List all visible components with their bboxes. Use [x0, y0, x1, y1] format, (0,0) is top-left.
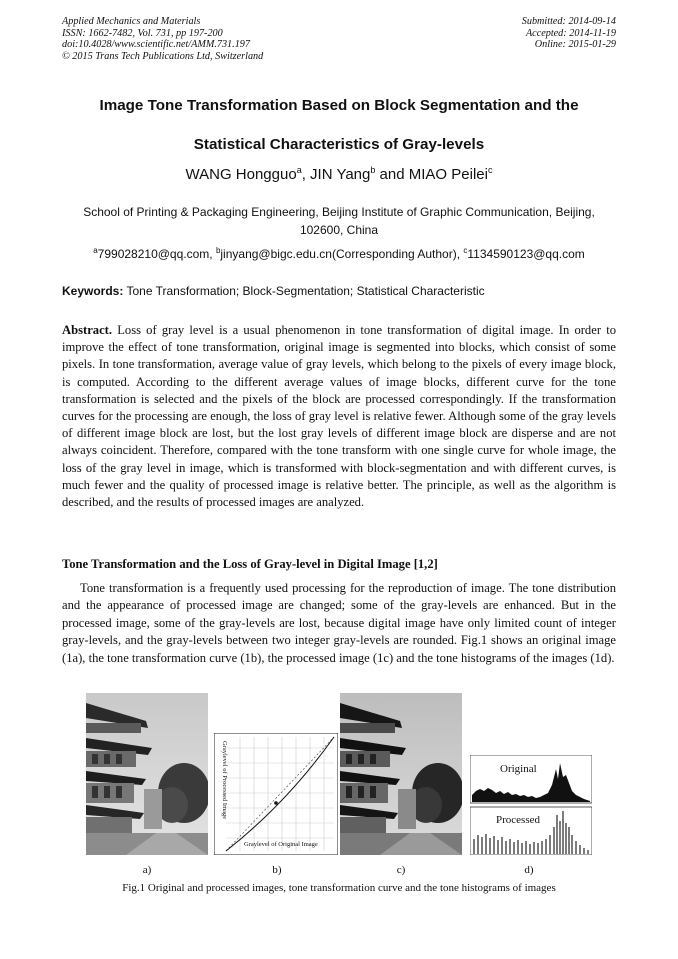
paper-title-line-1: Image Tone Transformation Based on Block Segmentation and the	[99, 97, 579, 114]
original-image	[86, 693, 208, 855]
email-link[interactable]: 799028210@qq.com,	[97, 247, 216, 261]
accepted-date: Accepted: 2014-11-19	[525, 27, 616, 39]
journal-name: Applied Mechanics and Materials	[62, 16, 201, 27]
section-heading: Tone Transformation and the Loss of Gray-level in Digital Image [1,2]	[62, 557, 438, 571]
tone-histograms	[470, 755, 592, 855]
journal-doi: doi:10.4028/www.scientific.net/AMM.731.197	[62, 39, 250, 51]
abstract	[62, 322, 616, 511]
author-name: JIN Yang	[310, 166, 371, 183]
journal-copyright: © 2015 Trans Tech Publications Ltd, Switzerland	[62, 50, 264, 62]
processed-histogram-label: Processed	[496, 814, 540, 826]
section-paragraph: Tone transformation is a frequently used processing for the reproduction of image. The tone distribution and the appearance of processed image are changed; some of the gray-levels are enhanced. But in the processed image, some of the gray-levels are lost, because digital image have only limited count of integer gray-levels, and the gray-levels between two integer gray-levels are rounded. Fig.1 shows an original image (1a), the tone transformation curve (1b), the processed image (1c) and the tone histograms of the images (1d).	[62, 581, 616, 665]
subfigure-label-c: c)	[396, 864, 406, 876]
author-affil-mark: c	[487, 165, 493, 175]
email-link[interactable]: jinyang@bigc.edu.cn(Corresponding Author),	[220, 247, 464, 261]
online-date: Online: 2015-01-29	[534, 39, 616, 51]
original-histogram-label: Original	[500, 763, 537, 775]
subfigure-label-a: a)	[142, 864, 152, 876]
affiliation: School of Printing & Packaging Engineering, Beijing Institute of Graphic Communication, Beijing, 102600, China	[83, 205, 595, 237]
keywords-label: Keywords:	[62, 284, 124, 298]
keywords	[62, 284, 616, 298]
email-link[interactable]: 1134590123@qq.com	[467, 247, 585, 261]
journal-header-right	[522, 16, 616, 51]
journal-header-left	[62, 16, 263, 62]
abstract-label: Abstract.	[62, 323, 113, 337]
submitted-date: Submitted: 2014-09-14	[521, 16, 616, 27]
author-emails	[40, 246, 638, 261]
email-mark: b	[215, 246, 221, 255]
figure-caption: Fig.1 Original and processed images, tone transformation curve and the tone histograms of images	[122, 882, 556, 894]
abstract-text: Loss of gray level is a usual phenomenon in tone transformation of digital image. In order to improve the effect of tone transformation, original image is segmented into blocks, which consist of some pixels. In tone transformation, average value of gray levels, which belong to the pixels of every image block, is computed. According to the different average values of image blocks, different curve for the tone transformation is selected and the pixels of the block are processed correspondingly. If the transformation curves for the processing are enough, the loss of gray level is relative fewer. Although some of the gray levels of different image block are lost, but the lost gray levels of different image block are disperse and are not always coincident. Therefore, compared with the tone transform with one single curve for whole image, the loss of the gray level in image, which is transformed with block-segmentation and with different curves, is much fewer and the quality of processed image is relative better. The principle, as well as the algorithm is described, and the results of processed images are analyzed.	[62, 323, 616, 510]
author-separator: and	[375, 166, 409, 183]
author-name: WANG Hongguo	[185, 166, 297, 183]
author-name: MIAO Peilei	[408, 166, 488, 183]
keywords-text: Tone Transformation; Block-Segmentation; Statistical Characteristic	[123, 284, 485, 298]
author-affil-mark: a	[296, 165, 302, 175]
curve-point	[274, 801, 278, 805]
email-mark: a	[93, 246, 98, 255]
curve-x-axis-label: Graylevel of Original Image	[244, 841, 318, 848]
subfigure-label-d: d)	[524, 864, 534, 876]
author-list	[40, 165, 638, 183]
paper-title	[40, 86, 638, 164]
subfigure-label-b: b)	[272, 864, 282, 876]
journal-issn: ISSN: 1662-7482, Vol. 731, pp 197-200	[62, 27, 223, 39]
paper-title-line-2: Statistical Characteristics of Gray-levels	[193, 136, 485, 153]
processed-image	[340, 693, 462, 855]
tone-curve-plot	[214, 733, 338, 855]
curve-y-axis-label: Graylevel of Processed Image	[221, 741, 228, 820]
author-affil-mark: b	[370, 165, 376, 175]
author-separator: ,	[301, 166, 311, 183]
email-mark: c	[463, 246, 468, 255]
